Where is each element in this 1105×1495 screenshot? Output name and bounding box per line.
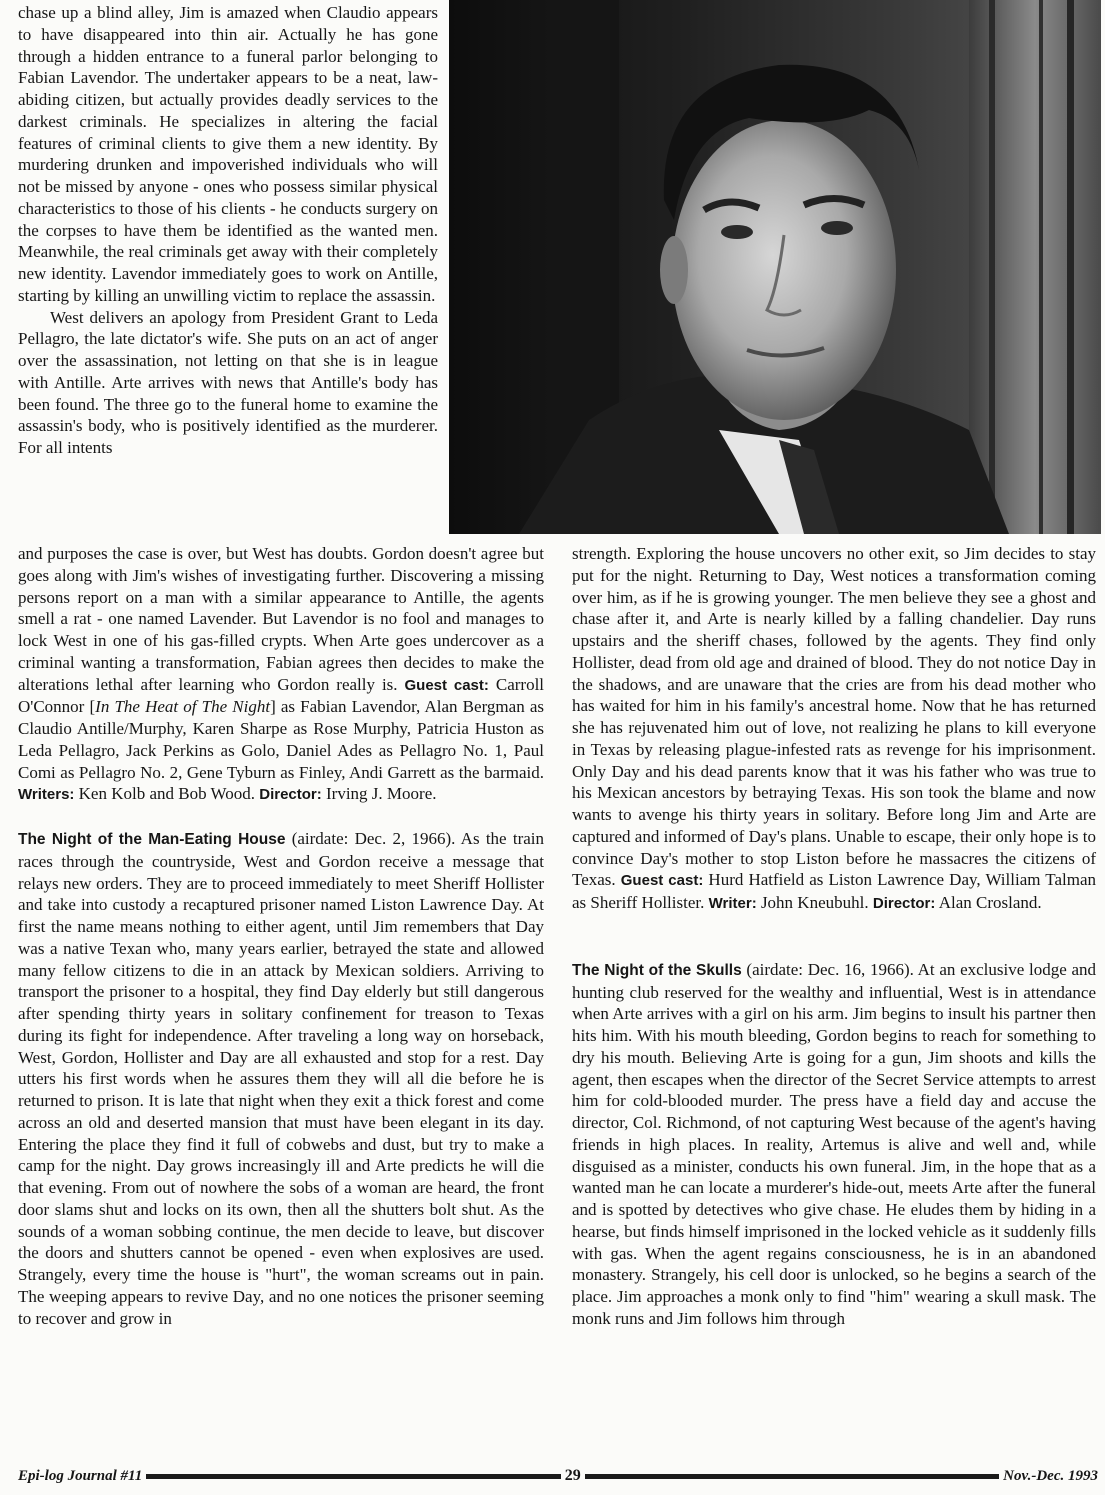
writers-label: Writers: [18,786,75,804]
cast-text: ] as Fabian Lavendor, Alan Bergman as Claudio Antille/Murphy, Karen Sharpe as Rose Murphy, Patricia Huston as Leda Pellagro, Jack Perkins as Golo, Daniel Ades as Pellagro No. 1, Paul Comi as Pellagro No. 2, Gene Tyburn as Finley, Andi Garrett as the barmaid. [18,697,544,782]
paragraph: West delivers an apology from President Grant to Leda Pellagro, the late dictator's wife. She puts on an act of anger over the assassination, not letting on that she is in league with Antille. Arte arrives with news that Antille's body has been found. The three go to the funeral home to examine the assassin's body, who is positively identified as the murderer. For all intents [18,307,438,457]
director-text: Alan Crosland. [938,893,1042,912]
actor-portrait-photo [449,0,1101,534]
writer-text: John Kneubuhl. [760,893,869,912]
footer-rule [585,1474,999,1479]
paragraph-text: strength. Exploring the house uncovers no other exit, so Jim decides to stay put for the night. Returning to Day, West notices a transformation coming over him, as if he is growing younger. The men believe they see a ghost and chase after it, and Arte is nearly killed by a falling chandelier. Day runs upstairs and the sheriff chases, followed by the agents. They find only Hollister, dead from old age and drained of blood. They do not notice Day in the shadows, and are unaware that the cries are from his dead mother who has waited for him in his family's ancestral home. Now that he has returned she has rejuvenated him out of love, not realizing he plans to kill everyone in Texas by releasing plague-infested rats as revenge for his imprisonment. Only Day and his dead parents know that it was his father who was true to his Mexican ancestors by betraying Texas. His son took the blame and now wants to avenge his thirty years in solitary. Before long Jim and Arte are captured and informed of Day's plans. Unable to escape, their only hope is to convince Day's mother to stop Liston before he massacres the citizens of Texas. [572,544,1096,890]
page-number: 29 [564,1467,581,1484]
episode-title: The Night of the Man-Eating House [18,831,286,848]
paragraph-text: and purposes the case is over, but West has doubts. Gordon doesn't agree but goes along with Jim's wishes of investigating further. Discovering a missing persons report on a man with a similar appearance to Antille, the agents smell a rat - one named Lavender. But Lavendor is no fool and manages to lock West in one of his gas-filled crypts. When Arte goes undercover as a criminal wanting a transformation, Fabian agrees then decides to make the alterations lethal after learning who Gordon really is. [18,544,544,694]
director-label: Director: [259,786,322,804]
episode-title: The Night of the Skulls [572,961,742,979]
article-column-bottom-right [572,543,1096,1330]
article-column-top-left [18,2,438,459]
paragraph [572,543,1096,915]
journal-name: Epi-log Journal #11 [18,1467,143,1484]
paragraph: chase up a blind alley, Jim is amazed when Claudio appears to have disappeared into thin air. Actually he has gone through a hidden entrance to a funeral parlor belonging to Fabian Lavendor. The undertaker appears to be a neat, law-abiding citizen, but actually provides deadly services to the darkest criminals. He specializes in altering the facial features of criminal clients to give them a new identity. By murdering drunken and impoverished individuals who will not be missed by anyone - ones who possess similar physical characteristics to those of his clients - he conducts surgery on the corpses to have them be identified as the wanted men. Meanwhile, the real criminals get away with their completely new identity. Lavendor immediately goes to work on Antille, starting by killing an unwilling victim to replace the assassin. [18,3,438,305]
article-column-bottom-left [18,543,544,1329]
issue-date: Nov.-Dec. 1993 [1003,1467,1098,1484]
guest-cast-label: Guest cast: [620,872,704,890]
paragraph [18,543,544,806]
writer-label: Writer: [708,895,757,912]
episode-entry [18,828,544,1329]
director-label: Director: [872,895,936,912]
cast-text: Carroll O'Connor [ [18,674,545,717]
episode-entry [572,959,1096,1330]
guest-cast-label: Guest cast: [404,676,489,694]
writers-text: Ken Kolb and Bob Wood. [78,784,255,804]
cast-text: Hurd Hatfield as Liston Lawrence Day, William Talman as Sheriff Hollister. [572,870,1096,912]
episode-synopsis: (airdate: Dec. 16, 1966). At an exclusive lodge and hunting club reserved for the wealthy and influential, West is in attendance when Arte arrives with a girl on his arm. Jim begins to insult his partner then hits him. With his mouth bleeding, Gordon begins to reach for something to dry his mouth. Believing Arte is going for a gun, Jim shoots and kills the agent, then escapes when the director of the Secret Service attempts to arrest him for cold-blooded murder. The press have a field day and accuse the director, Col. Richmond, of not capturing West because of the agent's having friends in high places. In reality, Artemus is alive and well and, while disguised as a minister, conducts his own funeral. Jim, in the hope that as a wanted man he can locate a murderer's hide-out, meets Arte after the funeral and is spotted by detectives who give chase. He eludes them by hiding in a hearse, but finds himself imprisoned in the locked vehicle as it suddenly fills with gas. When the agent regains consciousness, he is in an abandoned monastery. Strangely, his cell door is unlocked, so he begins a search of the place. Jim approaches a monk only to find "him" wearing a skull mask. The monk runs and Jim follows him through [572,959,1096,1328]
episode-synopsis: (airdate: Dec. 2, 1966). As the train races through the countryside, West and Gordon receive a message that relays new orders. They are to proceed immediately to meet Sheriff Hollister and take into custody a recaptured prisoner named Liston Lawrence Day. At first the name means nothing to either agent, until Jim remembers that Day was a native Texan who, many years earlier, betrayed the state and allowed many fellow citizens to die in an attack by Mexican soldiers. Arriving to transport the prisoner to a hospital, they find Day elderly but still dangerous after spending thirty years in solitary confinement for treason to Texas during its fight for independence. After traveling a long way on horseback, West, Gordon, Hollister and Day are all exhausted and stop for a rest. Day utters his first words when he assures them they will all die before he is returned to prison. It is late that night when they exit a thick forest and come across an old and deserted mansion that must have been elegant in its day. Entering the place they find it full of cobwebs and dust, but try to make a camp for the night. Day grows increasingly ill and Arte predicts he will die that evening. From out of nowhere the sobs of a woman are heard, the front door slams shut and locks on its own, then all the shutters bolt shut. As the sounds of a woman sobbing continue, the men decide to leave, but discover the doors and shutters cannot be opened - even when explosives are used. Strangely, every time the house is "hurt", the woman screams out in pain. The weeping appears to revive Day, and no one notices the prisoner seeming to recover and grow in [18,829,544,1328]
series-title: In The Heat of The Night [95,697,271,717]
director-text: Irving J. Moore. [326,784,437,804]
page-footer [18,1462,1098,1490]
footer-rule [146,1474,560,1479]
